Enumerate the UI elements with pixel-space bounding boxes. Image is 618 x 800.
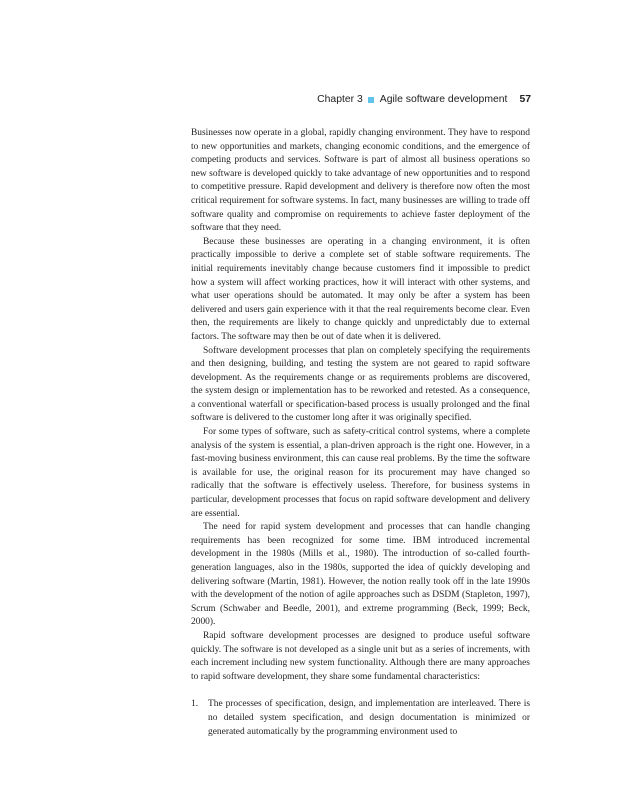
list-item-text: The processes of specification, design, and implementation are interleaved. There is no detailed system specification, and design documentation is minimized or generated automatically by the programming environment used to <box>208 699 530 737</box>
paragraph: The need for rapid system development and processes that can handle changing requirements has been recognized for some time. IBM introduced incremental development in the 1980s (Mills et al., 1980). The introduction of so-called fourth-generation languages, also in the 1980s, supported the idea of quickly developing and delivering software (Martin, 1981). However, the notion really took off in the late 1990s with the development of the notion of agile approaches such as DSDM (Stapleton, 1997), Scrum (Schwaber and Beedle, 2001), and extreme programming (Beck, 1999; Beck, 2000). <box>191 522 530 628</box>
running-head <box>317 94 531 105</box>
paragraph: Because these businesses are operating in a changing environment, it is often practically impossible to derive a complete set of stable software requirements. The initial requirements inevitably change because customers find it impossible to predict how a system will affect working practices, how it will interact with other systems, and what user operations should be automated. It may only be after a system has been delivered and users gain experience with it that the real requirements become clear. Even then, the requirements are likely to change quickly and unpredictably due to external factors. The software may then be out of date when it is delivered. <box>191 236 530 342</box>
chapter-label: Chapter 3 <box>317 94 363 105</box>
list-item <box>191 698 530 739</box>
body-text <box>191 127 530 739</box>
list-item-number: 1. <box>191 699 199 710</box>
page-number: 57 <box>519 94 531 105</box>
paragraph: Software development processes that plan on completely specifying the requirements and then designing, building, and testing the system are not geared to rapid software development. As the requirements change or as requirements problems are discovered, the system design or implementation has to be reworked and retested. As a consequence, a conventional waterfall or specification-based process is usually prolonged and the final software is delivered to the customer long after it was originally specified. <box>191 345 530 424</box>
paragraph: Rapid software development processes are designed to produce useful software quickly. The software is not developed as a single unit but as a series of increments, with each increment including new system functionality. Although there are many approaches to rapid software development, they share some fundamental characteristics: <box>191 630 530 682</box>
paragraph: Businesses now operate in a global, rapidly changing environment. They have to respond to new opportunities and markets, changing economic conditions, and the emergence of competing products and services. Software is part of almost all business operations so new software is developed quickly to take advantage of new opportunities and to respond to competitive pressure. Rapid development and delivery is therefore now often the most critical requirement for software systems. In fact, many businesses are willing to trade off software quality and compromise on requirements to achieve faster deployment of the software that they need. <box>191 128 530 234</box>
square-bullet-icon <box>368 97 374 103</box>
paragraph: For some types of software, such as safety-critical control systems, where a complete analysis of the system is essential, a plan-driven approach is the right one. However, in a fast-moving business environment, this can cause real problems. By the time the software is available for use, the original reason for its procurement may have changed so radically that the software is effectively useless. Therefore, for business systems in particular, development processes that focus on rapid software development and delivery are essential. <box>191 427 530 519</box>
numbered-list <box>191 698 530 739</box>
chapter-title: Agile software development <box>379 94 508 105</box>
